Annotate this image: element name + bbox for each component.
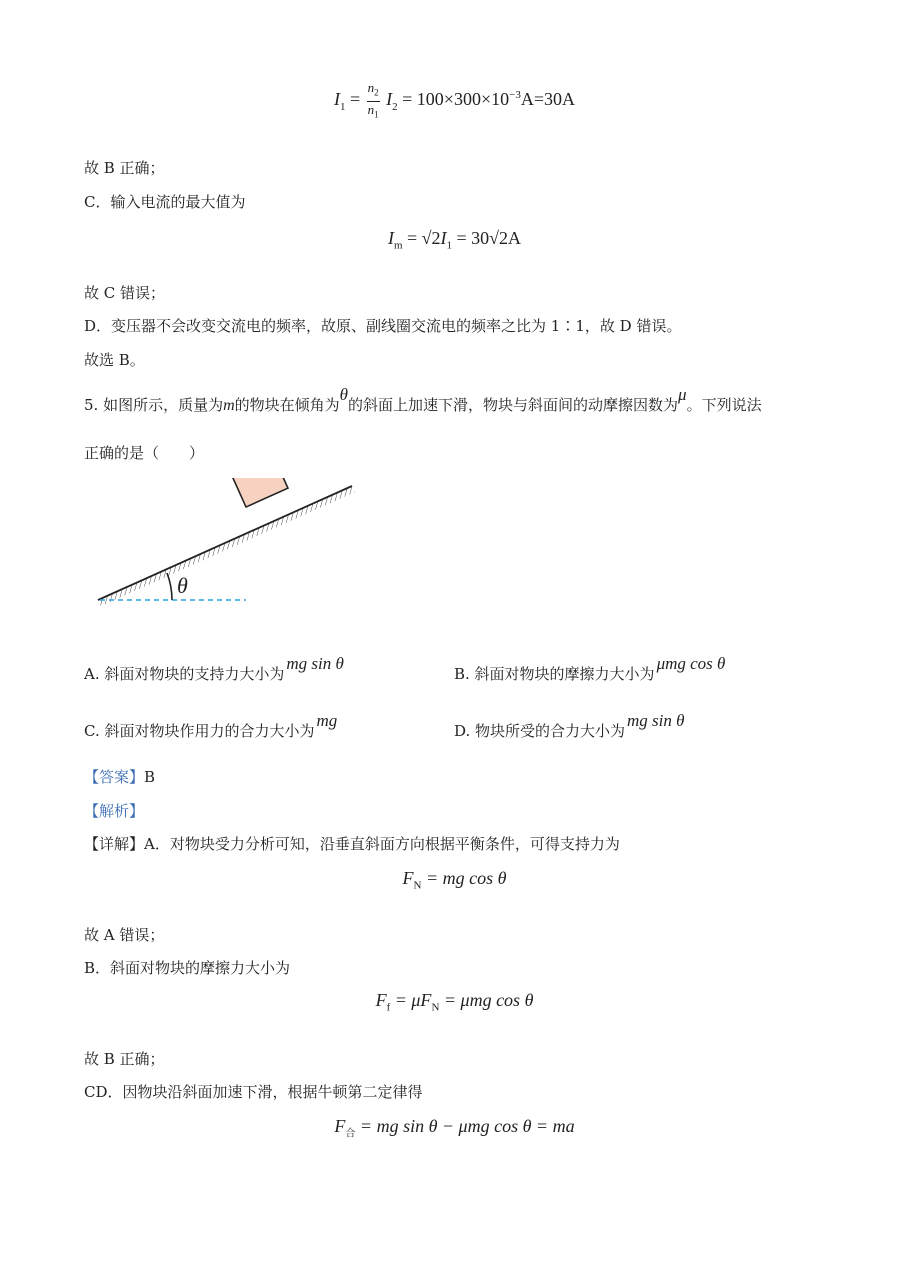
incline-figure: [90, 478, 360, 608]
answer-label: 【答案】: [84, 768, 145, 786]
question-line-1: 5. 如图所示，质量为m的物块在倾角为θ的斜面上加速下滑，物块与斜面间的动摩擦因数为μ。下列说法: [84, 385, 762, 414]
answer-line: [84, 767, 155, 787]
option-c[interactable]: C. 斜面对物块作用力的合力大小为mg: [84, 711, 338, 740]
figure-theta-label: θ: [177, 573, 188, 598]
block: [229, 478, 288, 507]
d-text-line: D．变压器不会改变交流电的频率，故原、副线圈交流电的频率之比为 1∶1，故 D 错误。: [84, 317, 682, 335]
answer-value: B: [144, 768, 156, 786]
analysis-label: 【解析】: [84, 802, 145, 820]
b-correct-line: 故 B 正确；: [84, 159, 165, 177]
a-wrong-line: 故 A 错误；: [84, 926, 165, 944]
b-correct-line-2: 故 B 正确；: [84, 1050, 165, 1068]
incline-surface: [98, 486, 355, 606]
equation-i1: $I_1$ = $\frac{n_2}{n_1}$ $I_2 = 100\times 300\times 10^{-3}A=30A$: [334, 80, 575, 120]
equation-fhe: $F_合$ = mg sin θ − μmg cos θ = ma: [334, 1116, 575, 1140]
angle-arc: [167, 573, 172, 600]
choose-line: 故选 B。: [84, 351, 145, 369]
question-line-2: 正确的是（ ）: [84, 444, 205, 462]
c-label-line: C．输入电流的最大值为: [84, 193, 246, 211]
detail-label: 【详解】: [84, 835, 145, 853]
option-d[interactable]: D. 物块所受的合力大小为mg sin θ: [454, 711, 685, 740]
detail-a-line: 【详解】A．对物块受力分析可知，沿垂直斜面方向根据平衡条件，可得支持力为: [84, 835, 620, 853]
option-b[interactable]: B. 斜面对物块的摩擦力大小为μmg cos θ: [454, 654, 726, 683]
equation-fn: $F_N$ = mg cos θ: [402, 868, 507, 892]
equation-im: $I_m = √2I_1 = 30√2A$: [387, 228, 522, 252]
c-wrong-line: 故 C 错误；: [84, 284, 166, 302]
option-a[interactable]: A. 斜面对物块的支持力大小为mg sin θ: [84, 654, 344, 683]
equation-ff: $F_f = \mu F_N = \mu mg$ cos θ: [375, 990, 534, 1014]
cd-label-line: CD．因物块沿斜面加速下滑，根据牛顿第二定律得: [84, 1083, 423, 1101]
b-label-line: B．斜面对物块的摩擦力大小为: [84, 959, 291, 977]
